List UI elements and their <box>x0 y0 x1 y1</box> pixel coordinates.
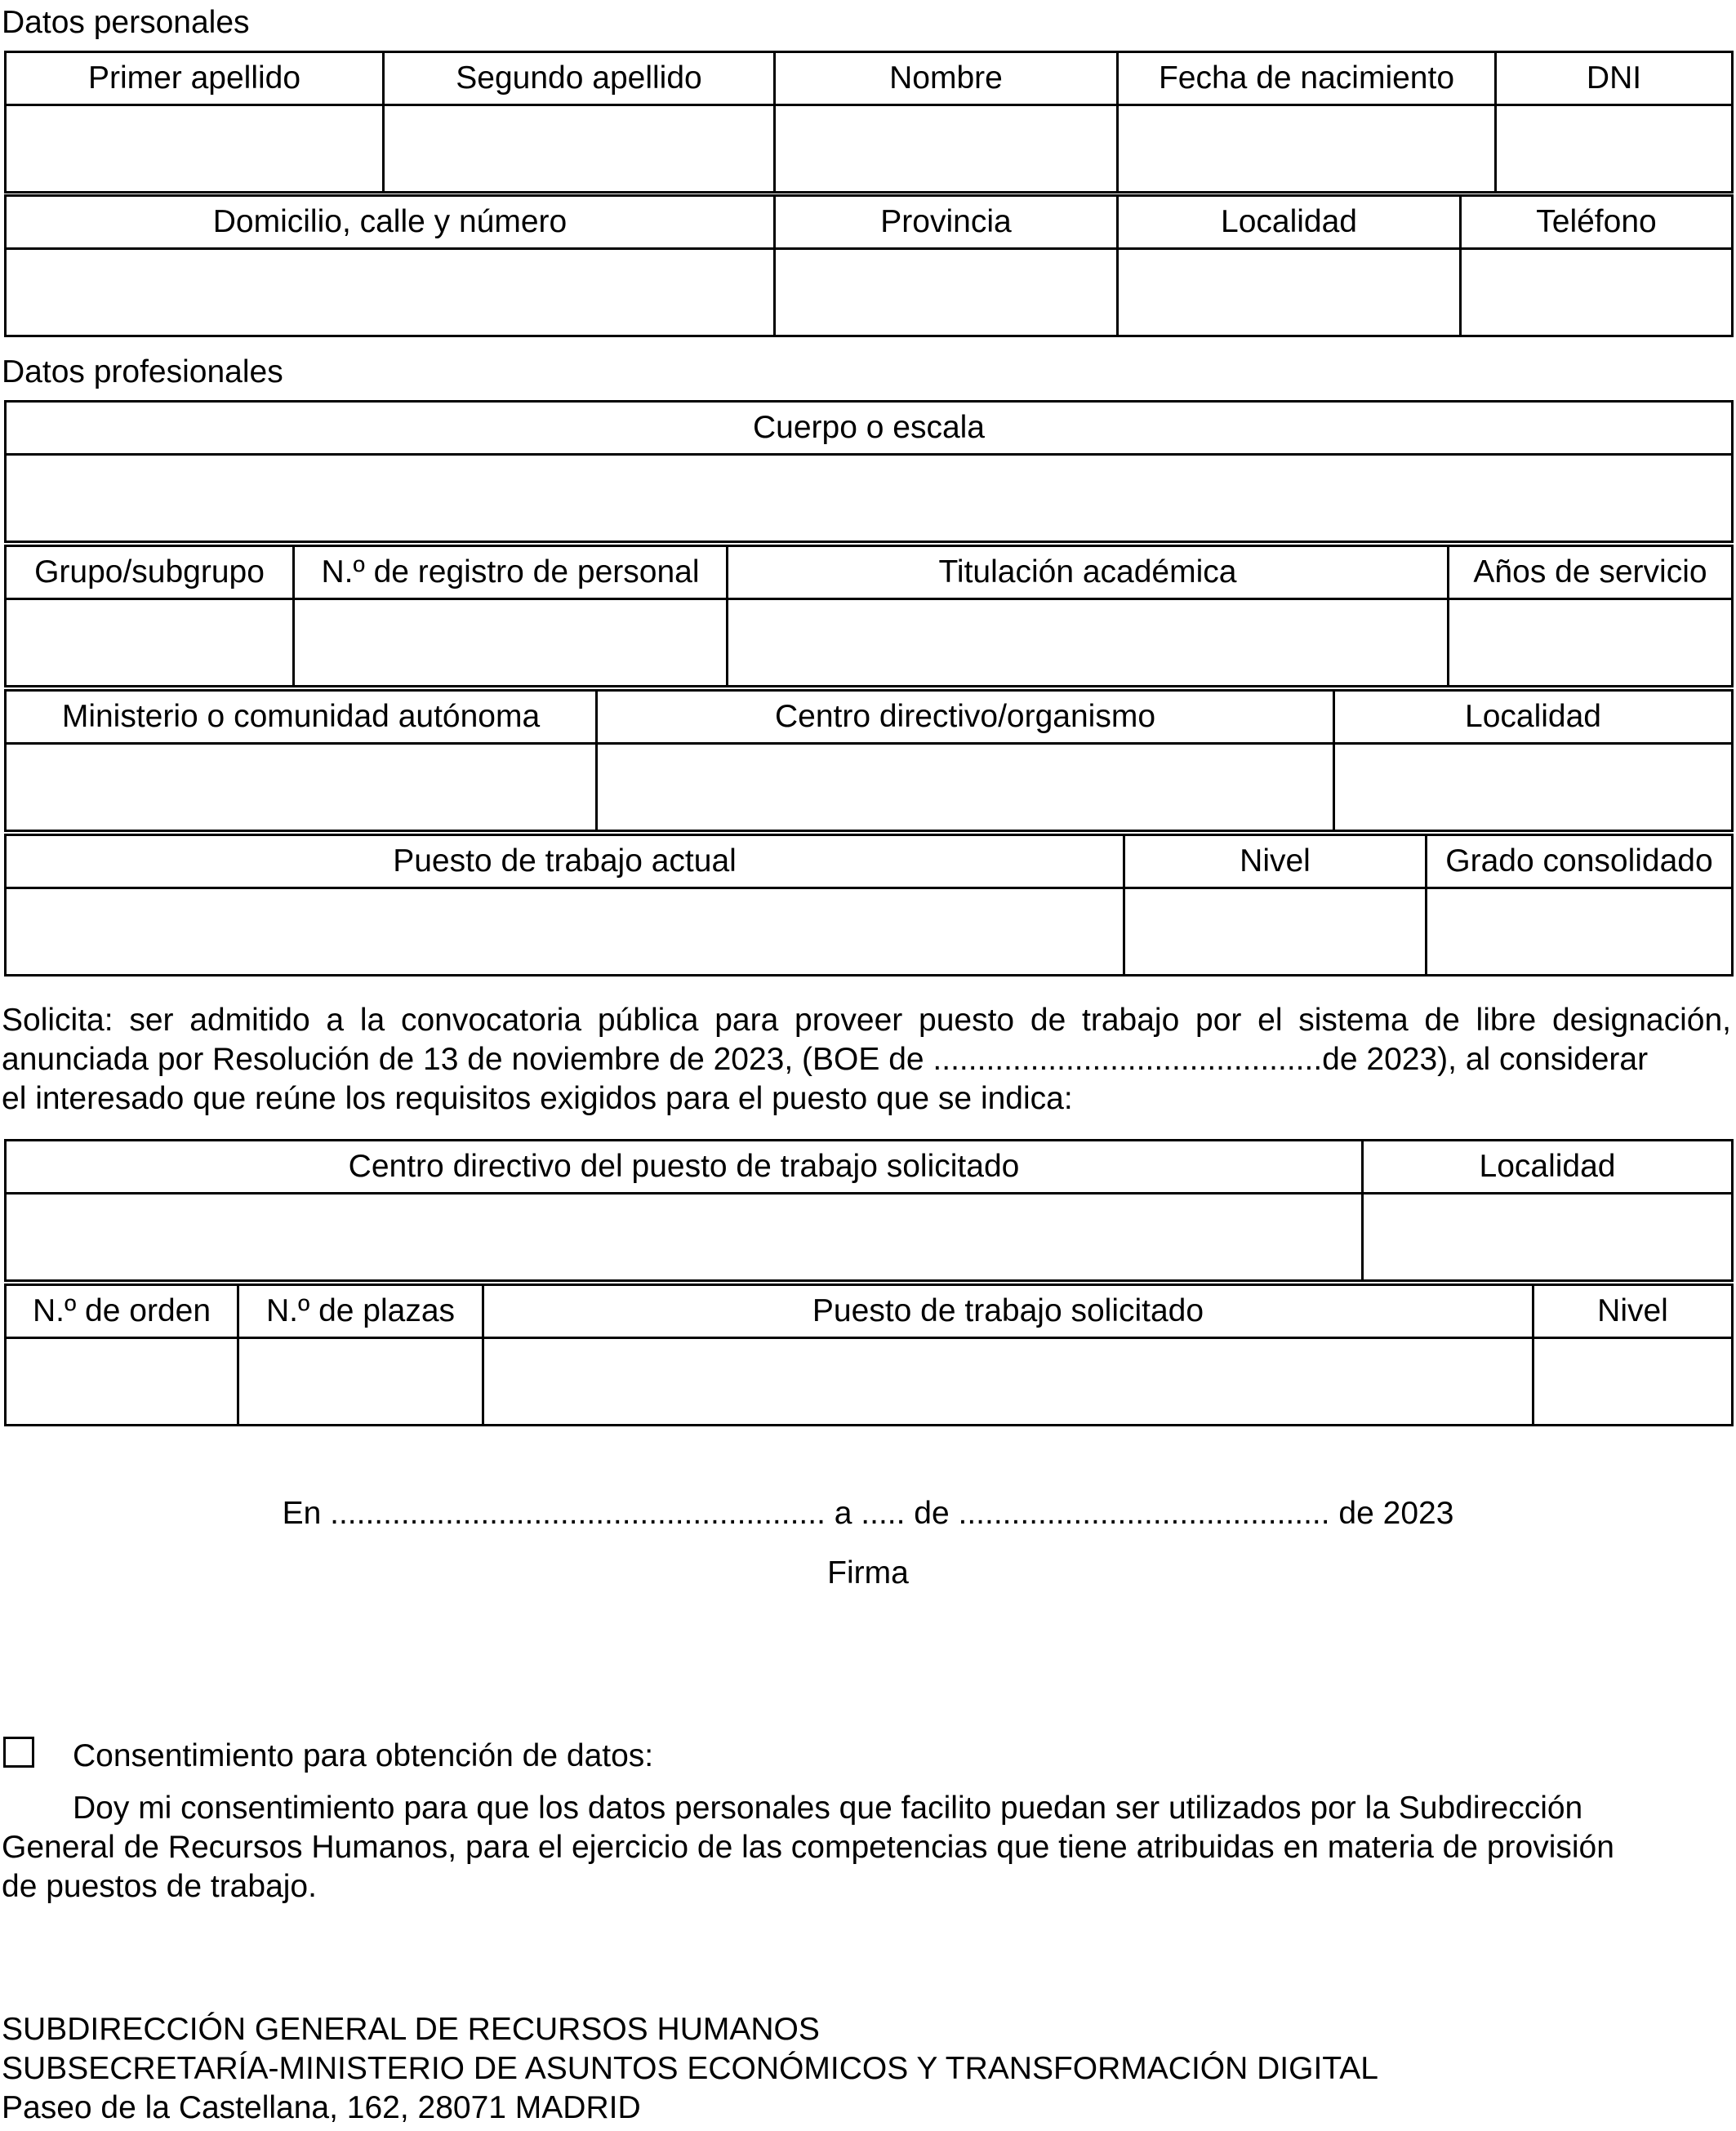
request-paragraph <box>2 1001 1731 1119</box>
personal-data-table-1 <box>4 51 1734 194</box>
request-line-2: anunciada por Resolución de 13 de noviembre de 2023, (BOE de ............................................de 2023), al considerar <box>2 1042 1649 1077</box>
header-nivel: Nivel <box>1124 835 1427 888</box>
header-nombre: Nombre <box>775 52 1118 105</box>
field-numero-plazas[interactable] <box>238 1338 483 1426</box>
field-centro-puesto-solicitado[interactable] <box>6 1194 1363 1281</box>
header-centro-puesto-solicitado: Centro directivo del puesto de trabajo solicitado <box>6 1141 1363 1194</box>
header-numero-plazas: N.º de plazas <box>238 1285 483 1338</box>
place-date-line: En ........................................................ a ..... de .......................................... de 2023 <box>282 1496 1454 1531</box>
consent-line-2: General de Recursos Humanos, para el ejercicio de las competencias que tiene atribuidas en materia de provisión <box>2 1830 1614 1865</box>
header-grado-consolidado: Grado consolidado <box>1427 835 1733 888</box>
header-primer-apellido: Primer apellido <box>6 52 384 105</box>
field-centro-directivo[interactable] <box>597 744 1334 831</box>
field-segundo-apellido[interactable] <box>384 105 775 193</box>
personal-data-table-2 <box>4 194 1734 337</box>
header-localidad: Localidad <box>1118 196 1461 249</box>
field-dni[interactable] <box>1496 105 1733 193</box>
field-nombre[interactable] <box>775 105 1118 193</box>
field-telefono[interactable] <box>1461 249 1733 336</box>
header-puesto-actual: Puesto de trabajo actual <box>6 835 1124 888</box>
consent-label: Consentimiento para obtención de datos: <box>73 1738 654 1773</box>
consent-checkbox[interactable] <box>3 1737 34 1768</box>
footer-line-1: SUBDIRECCIÓN GENERAL DE RECURSOS HUMANOS <box>2 2012 820 2047</box>
field-grupo-subgrupo[interactable] <box>6 599 294 687</box>
header-provincia: Provincia <box>775 196 1118 249</box>
header-registro-personal: N.º de registro de personal <box>294 546 728 599</box>
field-localidad-prof[interactable] <box>1334 744 1733 831</box>
section-title-professional: Datos profesionales <box>2 354 283 389</box>
field-nivel-solicitado[interactable] <box>1533 1338 1733 1426</box>
header-domicilio: Domicilio, calle y número <box>6 196 775 249</box>
request-line-1: Solicita: ser admitido a la convocatoria pública para proveer puesto de trabajo por el sistema de libre designación, <box>2 1003 1731 1038</box>
header-fecha-nacimiento: Fecha de nacimiento <box>1118 52 1496 105</box>
field-fecha-nacimiento[interactable] <box>1118 105 1496 193</box>
header-cuerpo-escala: Cuerpo o escala <box>6 402 1733 455</box>
header-telefono: Teléfono <box>1461 196 1733 249</box>
field-primer-apellido[interactable] <box>6 105 384 193</box>
consent-line-3: de puestos de trabajo. <box>2 1869 317 1904</box>
header-anos-servicio: Años de servicio <box>1449 546 1733 599</box>
section-title-personal: Datos personales <box>2 5 250 40</box>
position-table-1 <box>4 1139 1734 1282</box>
header-grupo-subgrupo: Grupo/subgrupo <box>6 546 294 599</box>
field-nivel[interactable] <box>1124 888 1427 976</box>
consent-line-1: Doy mi consentimiento para que los datos personales que facilito puedan ser utilizados por la Subdirección <box>73 1791 1583 1826</box>
header-ministerio: Ministerio o comunidad autónoma <box>6 691 597 744</box>
footer-line-3: Paseo de la Castellana, 162, 28071 MADRID <box>2 2090 641 2125</box>
field-domicilio[interactable] <box>6 249 775 336</box>
header-puesto-solicitado: Puesto de trabajo solicitado <box>483 1285 1533 1338</box>
header-localidad-prof: Localidad <box>1334 691 1733 744</box>
header-numero-orden: N.º de orden <box>6 1285 238 1338</box>
field-grado-consolidado[interactable] <box>1427 888 1733 976</box>
consent-paragraph <box>2 1789 1731 1906</box>
professional-table-4 <box>4 834 1734 977</box>
field-registro-personal[interactable] <box>294 599 728 687</box>
header-localidad-puesto: Localidad <box>1363 1141 1733 1194</box>
header-dni: DNI <box>1496 52 1733 105</box>
professional-table-3 <box>4 689 1734 832</box>
field-provincia[interactable] <box>775 249 1118 336</box>
field-localidad[interactable] <box>1118 249 1461 336</box>
position-table-2 <box>4 1283 1734 1426</box>
header-segundo-apellido: Segundo apellido <box>384 52 775 105</box>
header-centro-directivo: Centro directivo/organismo <box>597 691 1334 744</box>
header-nivel-solicitado: Nivel <box>1533 1285 1733 1338</box>
field-anos-servicio[interactable] <box>1449 599 1733 687</box>
field-numero-orden[interactable] <box>6 1338 238 1426</box>
professional-table-1 <box>4 400 1734 543</box>
header-titulacion: Titulación académica <box>728 546 1449 599</box>
field-titulacion[interactable] <box>728 599 1449 687</box>
field-localidad-puesto[interactable] <box>1363 1194 1733 1281</box>
field-cuerpo-escala[interactable] <box>6 455 1733 542</box>
professional-table-2 <box>4 545 1734 687</box>
signature-label: Firma <box>827 1555 909 1590</box>
field-puesto-solicitado[interactable] <box>483 1338 1533 1426</box>
request-line-3: el interesado que reúne los requisitos exigidos para el puesto que se indica: <box>2 1081 1073 1116</box>
field-ministerio[interactable] <box>6 744 597 831</box>
field-puesto-actual[interactable] <box>6 888 1124 976</box>
footer-line-2: SUBSECRETARÍA-MINISTERIO DE ASUNTOS ECONÓMICOS Y TRANSFORMACIÓN DIGITAL <box>2 2051 1378 2086</box>
